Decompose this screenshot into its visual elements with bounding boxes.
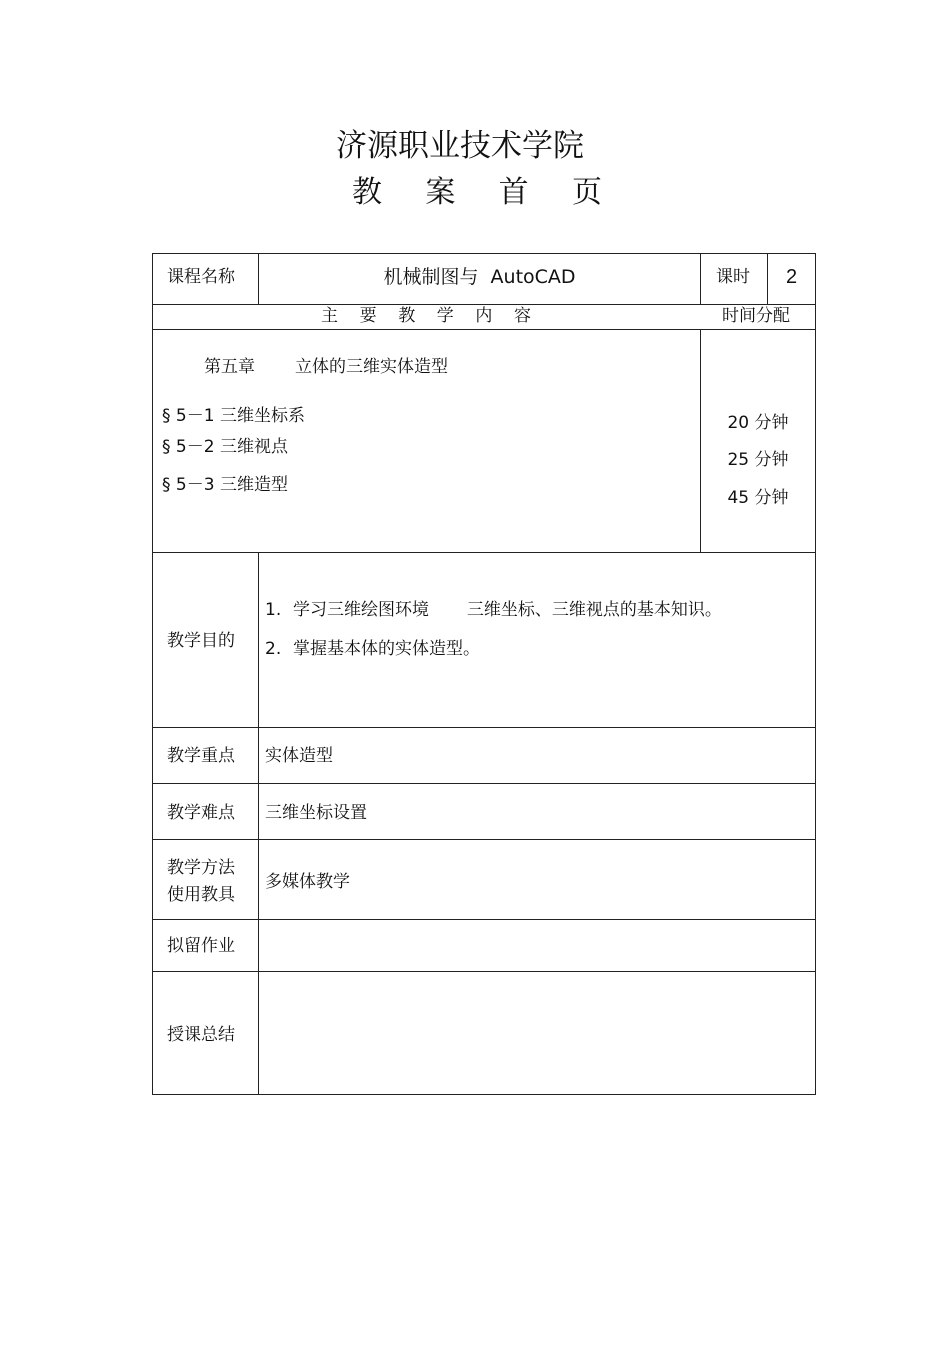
chapter-number: 第五章	[204, 357, 255, 377]
row-divider	[152, 839, 816, 840]
time-allocation-header: 时间分配	[722, 306, 790, 326]
course-name-label: 课程名称	[167, 267, 235, 287]
row-divider	[152, 783, 816, 784]
objective-number: 2.	[265, 639, 282, 659]
table-border-top	[152, 253, 816, 254]
difficulties-label: 教学难点	[167, 803, 235, 823]
document-title-char: 案	[425, 175, 456, 210]
main-content-char: 主	[321, 306, 338, 326]
tools-label: 使用教具	[167, 885, 235, 905]
column-divider	[700, 329, 701, 553]
key-points-value: 实体造型	[265, 746, 333, 766]
main-content-char: 容	[513, 306, 531, 326]
table-border-bottom	[152, 1094, 816, 1095]
section-item: § 5－1 三维坐标系	[162, 406, 305, 426]
main-content-char: 教	[398, 306, 416, 326]
row-divider	[152, 971, 816, 972]
chapter-title: 立体的三维实体造型	[295, 357, 448, 377]
objective-text: 掌握基本体的实体造型。	[293, 639, 480, 659]
institution-title: 济源职业技术学院	[336, 128, 584, 164]
table-border-left	[152, 253, 153, 1095]
key-points-label: 教学重点	[167, 746, 235, 766]
row-divider	[152, 552, 816, 553]
homework-label: 拟留作业	[167, 936, 235, 956]
objective-number: 1.	[265, 600, 282, 620]
row-divider	[152, 919, 816, 920]
section-item: § 5－2 三维视点	[162, 437, 288, 457]
main-content-header	[321, 305, 531, 327]
objectives-label: 教学目的	[167, 631, 235, 651]
methods-value: 多媒体教学	[265, 872, 350, 892]
time-item: 25 分钟	[727, 450, 789, 470]
document-title-char: 教	[352, 175, 382, 210]
hours-value: 2	[785, 266, 798, 288]
main-content-char: 要	[359, 306, 377, 326]
document-title-char: 首	[498, 175, 529, 210]
main-content-char: 学	[436, 306, 454, 326]
difficulties-value: 三维坐标设置	[265, 803, 367, 823]
document-title	[352, 173, 602, 213]
time-item: 20 分钟	[727, 413, 789, 433]
column-divider	[258, 552, 259, 1095]
summary-label: 授课总结	[167, 1025, 235, 1045]
course-name-value: 机械制图与 AutoCAD	[383, 266, 576, 288]
table-border-right	[815, 253, 816, 1095]
main-content-char: 内	[475, 306, 493, 326]
document-title-char: 页	[571, 175, 602, 210]
methods-label: 教学方法	[167, 858, 235, 878]
row-divider	[152, 727, 816, 728]
section-item: § 5－3 三维造型	[162, 475, 288, 495]
objective-text: 学习三维绘图环境 三维坐标、三维视点的基本知识。	[293, 600, 722, 620]
row-divider	[152, 329, 816, 330]
time-item: 45 分钟	[727, 488, 789, 508]
column-divider	[700, 253, 701, 305]
hours-label: 课时	[716, 267, 750, 287]
